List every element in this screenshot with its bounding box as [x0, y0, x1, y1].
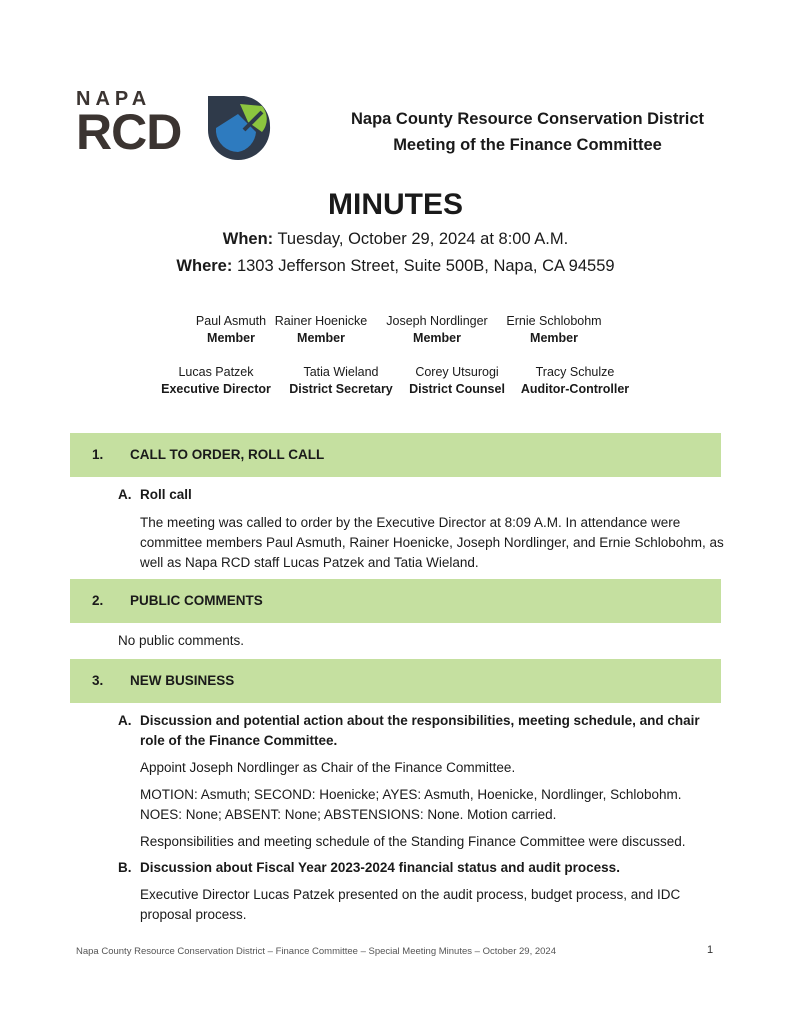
napa-rcd-logo [76, 88, 276, 166]
roll-call-paragraph: The meeting was called to order by the Executive Director at 8:09 A.M. In attendance were committee members Paul Asmuth, Rainer Hoenicke, Joseph Nordlinger, and Ernie Schlobohm, as well as Napa RCD staff Lucas Patzek and Tatia Wieland. [140, 515, 724, 570]
page-number: 1 [707, 944, 714, 956]
logo-big-text: RCD [76, 104, 182, 160]
org-title-line1: Napa County Resource Conservation District [351, 110, 704, 128]
appointment-paragraph: Appoint Joseph Nordlinger as Chair of the Finance Committee. [140, 760, 516, 775]
roster-name: Rainer Hoenicke [274, 314, 368, 328]
section-title: CALL TO ORDER, ROLL CALL [130, 447, 325, 462]
section-header-public-comments [70, 579, 721, 623]
roster-staff [514, 364, 636, 398]
org-title-line2: Meeting of the Finance Committee [393, 136, 662, 154]
audit-process-paragraph: Executive Director Lucas Patzek presented on the audit process, budget process, and IDC proposal process. [140, 887, 681, 922]
roster-name: Ernie Schlobohm [506, 314, 602, 328]
meeting-where [0, 257, 791, 276]
roster-role: District Counsel [409, 382, 505, 396]
item-title: Discussion about Fiscal Year 2023-2024 financial status and audit process. [140, 860, 620, 875]
roster-staff [403, 364, 511, 398]
roster-name: Corey Utsurogi [415, 365, 499, 379]
section-header-new-business [70, 659, 721, 703]
item-letter: A. [118, 713, 132, 728]
item-title: Discussion and potential action about the responsibilities, meeting schedule, and chair role of the Finance Committee. [140, 713, 700, 748]
item-heading-fiscal-year-status [118, 858, 723, 878]
where-value: 1303 Jefferson Street, Suite 500B, Napa, CA 94559 [236, 257, 615, 275]
item-heading-finance-committee-role [118, 711, 723, 748]
motion-paragraph: MOTION: Asmuth; SECOND: Hoenicke; AYES: Asmuth, Hoenicke, Nordlinger, Schlobohm. NOES: None; ABSENT: None; ABSTENSIONS: None. Motion carried. [140, 787, 682, 822]
logo-small-text: NAPA [76, 88, 152, 110]
roster-role: Member [413, 331, 461, 345]
roster-name: Paul Asmuth [195, 314, 267, 328]
section-number: 2. [92, 593, 104, 608]
item-letter: B. [118, 860, 132, 875]
where-label: Where: [176, 257, 233, 275]
roster-name: Tracy Schulze [535, 365, 615, 379]
section-title: PUBLIC COMMENTS [130, 593, 263, 608]
roster-name: Tatia Wieland [303, 365, 379, 379]
roster-staff [156, 364, 276, 398]
item-heading-roll-call [118, 485, 723, 505]
roster-role: Executive Director [161, 382, 271, 396]
section-number: 3. [92, 673, 104, 688]
item-title: Roll call [140, 487, 192, 502]
roster-name: Lucas Patzek [178, 365, 254, 379]
leaf-icon [204, 92, 274, 164]
when-value: Tuesday, October 29, 2024 at 8:00 A.M. [277, 230, 569, 248]
roster-role: Member [530, 331, 578, 345]
responsibilities-paragraph: Responsibilities and meeting schedule of the Standing Finance Committee were discussed. [140, 834, 686, 849]
roster-member [377, 313, 497, 347]
section-header-call-to-order [70, 433, 721, 477]
item-letter: A. [118, 487, 132, 502]
organization-title [300, 106, 755, 158]
roster-role: Member [297, 331, 345, 345]
roster-member [498, 313, 610, 347]
roster-staff [282, 364, 400, 398]
roster-role: District Secretary [289, 382, 393, 396]
section-number: 1. [92, 447, 104, 462]
when-label: When: [222, 230, 274, 248]
roster-name: Joseph Nordlinger [386, 314, 488, 328]
meeting-when [0, 230, 791, 249]
roster-role: Member [207, 331, 255, 345]
public-comments-paragraph: No public comments. [118, 633, 245, 648]
document-title: MINUTES [328, 188, 463, 221]
roster-member [266, 313, 376, 347]
section-title: NEW BUSINESS [130, 673, 235, 688]
roster-role: Auditor-Controller [520, 382, 630, 396]
page-footer: Napa County Resource Conservation District – Finance Committee – Special Meeting Minutes – October 29, 2024 [76, 946, 556, 957]
